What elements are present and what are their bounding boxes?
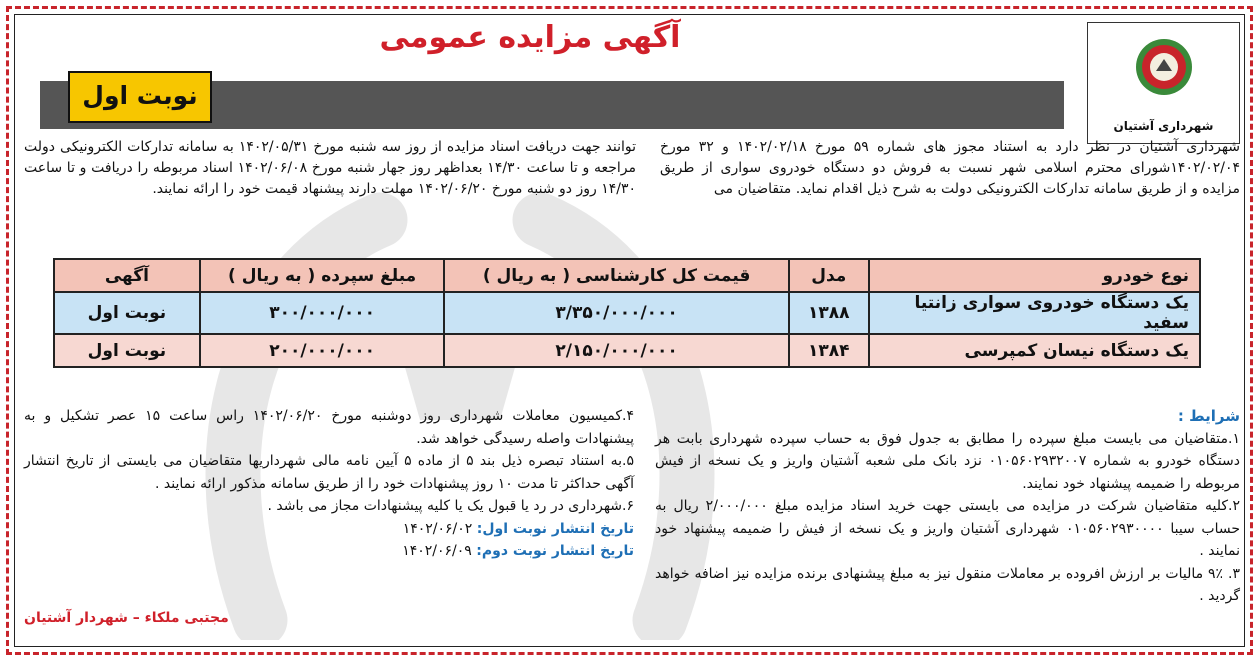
condition-item: ۵.به استناد تبصره ذیل بند ۵ از ماده ۵ آیین نامه مالی شهرداریها متقاضیان می بایستی از تاریخ انتشار آگهی حداکثر تا مدت ۱۰ روز پیشنهادات خود را از طریق سامانه مذکور ارائه نمایند . [24, 453, 634, 492]
table-row [54, 292, 1200, 334]
header-model: مدل [789, 259, 869, 292]
publish-date-first-value: ۱۴۰۲/۰۶/۰۲ [402, 520, 473, 537]
condition-item: ۳. ۹٪ مالیات بر ارزش افروده بر معاملات منقول نیز به مبلغ پیشنهادی برنده مزایده نیز اضافه خواهد گردید . [655, 565, 1240, 604]
conditions-heading: شرایط : [1177, 407, 1240, 425]
condition-item: ۱.متقاضیان می بایست مبلغ سپرده را مطابق به جدول فوق به حساب سپرده شهرداری بابت هر دستگاه خودرو به شماره ۰۱۰۵۶۰۲۹۳۲۰۰۷ نزد بانک ملی شعبه آشتیان واریز و یک نسخه از فیش مربوطه را ضمیمه پیشنهاد خود نمایند. [655, 430, 1240, 492]
publish-date-second-value: ۱۴۰۲/۰۶/۰۹ [402, 543, 472, 559]
publish-date-second [24, 540, 634, 563]
conditions-section [655, 405, 1240, 608]
conditions-section-left [24, 405, 634, 563]
intro-text-left: توانند جهت دریافت اسناد مزایده از روز سه شنبه مورخ ۱۴۰۲/۰۵/۳۱ به سامانه تدارکات الکترونیکی دولت مراجعه و تا ساعت ۱۴/۳۰ بعداظهر روز جهار شنبه مورخ ۱۴۰۲/۰۶/۰۸ اسناد مربوطه را دریافت و تا ساعت ۱۴/۳۰ روز دو شنبه مورخ ۱۴۰۲/۰۶/۲۰ مهلت دارند پیشنهاد قیمت خود را ارائه نمایند. [24, 139, 636, 197]
cell-deposit: ۳۰۰/۰۰۰/۰۰۰ [200, 292, 445, 334]
signature: مجتبی ملکاء – شهردار آشتیان [24, 610, 229, 626]
condition-item: ۶.شهرداری در رد یا قبول یک یا کلیه پیشنهادات مجاز می باشد . [267, 498, 634, 514]
condition-item: ۴.کمیسیون معاملات شهرداری روز دوشنبه مورخ ۱۴۰۲/۰۶/۲۰ راس ساعت ۱۵ عصر تشکیل و به پیشنهادات واصله رسیدگی خواهد شد. [24, 408, 635, 447]
publish-date-second-label: تاریخ انتشار نوبت دوم: [476, 543, 634, 559]
cell-model: ۱۳۸۸ [789, 292, 869, 334]
table-header-row [54, 259, 1200, 292]
cell-expert-price: ۳/۳۵۰/۰۰۰/۰۰۰ [444, 292, 788, 334]
intro-text-right: شهرداری آشتیان در نظر دارد به استناد مجوز های شماره ۵۹ مورخ ۱۴۰۲/۰۲/۱۸ و ۳۲ مورخ ۱۴۰۲/۰۲/۰۴شورای محترم اسلامی شهر نسبت به فروش دو دستگاه خودروی سواری از طریق مزایده و از طریق سامانه تدارکات الکترونیکی دولت به شرح ذیل اقدام نماید. متقاضیان می [660, 139, 1241, 197]
header-deposit: مبلغ سپرده ( به ریال ) [200, 259, 445, 292]
header-expert-price: قیمت کل کارشناسی ( به ریال ) [444, 259, 788, 292]
cell-car-type: یک دستگاه نیسان کمپرسی [869, 334, 1200, 367]
cell-notice: نوبت اول [54, 292, 200, 334]
cell-model: ۱۳۸۴ [789, 334, 869, 367]
municipality-logo-box [1087, 22, 1240, 144]
cell-expert-price: ۲/۱۵۰/۰۰۰/۰۰۰ [444, 334, 788, 367]
publish-date-first [24, 518, 634, 541]
municipality-name: شهرداری آشتیان [1113, 119, 1214, 133]
cell-car-type: یک دستگاه خودروی سواری زانتیا سفید [869, 292, 1200, 334]
cell-notice: نوبت اول [54, 334, 200, 367]
header-notice: آگهی [54, 259, 200, 292]
table-row [54, 334, 1200, 367]
round-badge: نوبت اول [68, 71, 212, 123]
publish-date-first-label: تاریخ انتشار نوبت اول: [476, 520, 634, 537]
cell-deposit: ۲۰۰/۰۰۰/۰۰۰ [200, 334, 445, 367]
page-title: آگهی مزایده عمومی [379, 20, 681, 55]
municipality-emblem-icon [1134, 37, 1194, 97]
header-car-type: نوع خودرو [869, 259, 1200, 292]
auction-table [53, 258, 1201, 368]
condition-item: ۲.کلیه متقاضیان شرکت در مزایده می بایستی جهت خرید اسناد مزایده مبلغ ۲/۰۰۰/۰۰۰ ریال به حساب سیبا ۰۱۰۵۶۰۲۹۳۰۰۰۰ شهرداری آشتیان واریز و یک نسخه از فیش را ضمیمه پیشنهاد خود نمایند . [655, 498, 1241, 559]
